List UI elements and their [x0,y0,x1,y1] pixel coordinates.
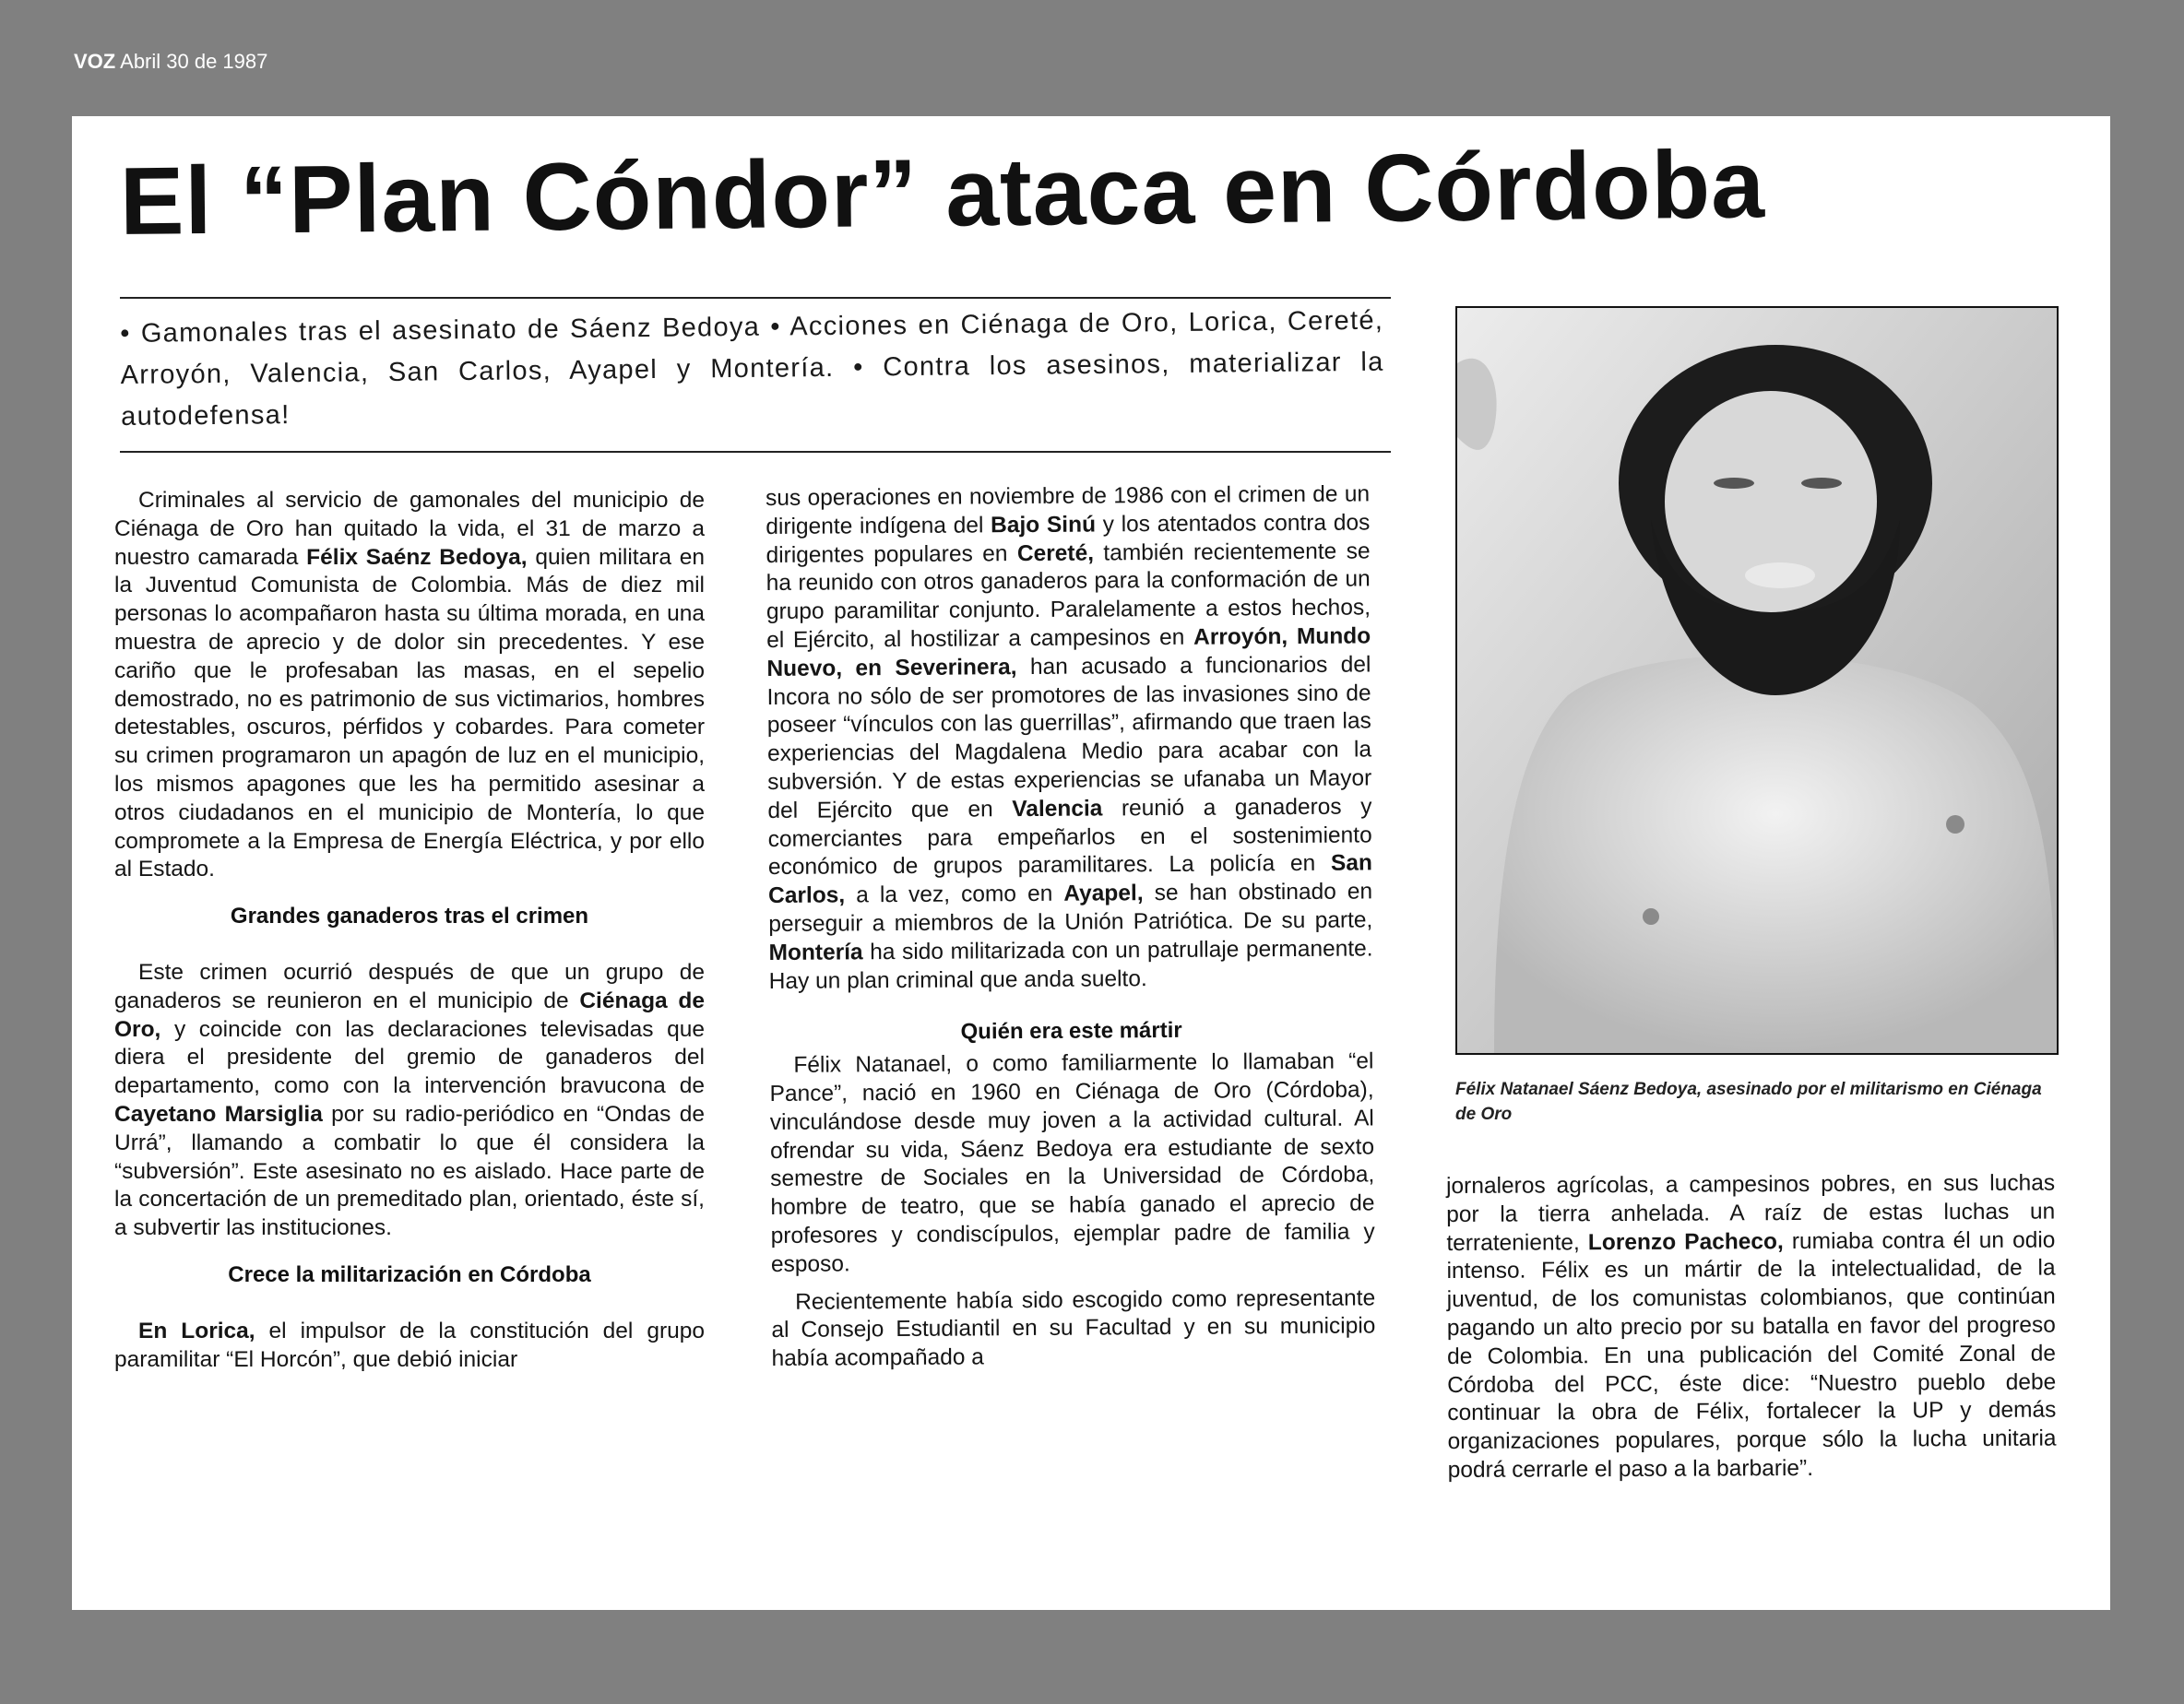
column-2 [766,480,1376,1373]
portrait-illustration [1457,308,2057,1053]
summary-deck: • Gamonales tras el asesinato de Sáenz Bedoya • Acciones en Ciénaga de Oro, Lorica, Cereté, Arroyón, Valencia, San Carlos, Ayapel y Montería. • Contra los asesinos, materializar la autodefensa! [120,305,1384,432]
subheading: Grandes ganaderos tras el crimen [230,904,589,929]
paragraph: jornaleros agrícolas, a campesinos pobres, en sus luchas por la tierra anhelada. A raíz de estas luchas un terrateniente, Lorenzo Pacheco, rumiaba contra él un odio intenso. Félix es un mártir de la intelectualidad, de la juventud, de los comunistas colombianos, que continúan pagando un alto precio por su batalla en favor del progreso de Colombia. En una publicación del Comité Zonal de Córdoba del PCC, éste dice: “Nuestro pueblo debe continuar la obra de Félix, fortalecer la UP y demás organizaciones populares, porque sólo la lucha unitaria podrá cerrarle el paso a la barbarie”. [1446,1170,2057,1483]
paragraph: En Lorica, el impulsor de la constitución del grupo paramilitar “El Horcón”, que debió iniciar [114,1318,705,1372]
paragraph: Recientemente había sido escogido como representante al Consejo Estudiantil en su Facultad y en su municipio había acompañado a [771,1284,1376,1372]
bottom-rule [120,451,1391,453]
top-rule [120,297,1391,299]
newspaper-clipping [72,116,2110,1610]
paragraph: Félix Natanael, o como familiarmente lo llamaban “el Pance”, nació en 1960 en Ciénaga de Oro (Córdoba), vinculándose desde muy joven a la actividad cultural. Al ofrendar su vida, Sáenz Bedoya era estudiante de sexto semestre de Sociales en la Universidad de Córdoba, hombre de teatro, que se había ganado el aprecio de profesores y condiscípulos, ejemplar padre de familia y esposo. [769,1048,1375,1277]
subheading: Crece la militarización en Córdoba [228,1261,591,1287]
subheading: Quién era este mártir [960,1018,1182,1045]
photo-caption: Félix Natanael Sáenz Bedoya, asesinado por el militarismo en Ciénaga de Oro [1455,1080,2042,1124]
portrait-photo [1455,306,2059,1055]
paragraph: sus operaciones en noviembre de 1986 con el crimen de un dirigente indígena del Bajo Sinú y los atentados contra dos dirigentes populares en Cereté, también recientemente se ha reunido con otros ganaderos para la conformación de un grupo paramilitar conjunto. Paralelamente a estos hechos, el Ejército, al hostilizar a campesinos en Arroyón, Mundo Nuevo, en Severinera, han acusado a funcionarios del Incora no sólo de ser promotores de las invasiones sino de poseer “vínculos con las guerrillas”, afirmando que traen las experiencias del Magdalena Medio para acabar con la subversión. Y de estas experiencias se ufanaba un Mayor del Ejército que en Valencia reunió a ganaderos y comerciantes para empeñarlos en el sostenimiento económico de grupos paramilitares. La policía en San Carlos, a la vez, como en Ayapel, se han obstinado en perseguir a miembros de la Unión Patriótica. De su parte, Montería ha sido militarizada con un patrullaje permanente. Hay un plan criminal que anda suelto. [766,481,1373,994]
caption-date: Abril 30 de 1987 [120,50,268,73]
caption-brand: VOZ [74,50,116,73]
page-caption [74,50,267,74]
headline: El “Plan Cóndor” ataca en Córdoba [119,131,1766,255]
column-1 [114,487,705,1374]
paragraph: Criminales al servicio de gamonales del municipio de Ciénaga de Oro han quitado la vida, el 31 de marzo a nuestro camarada Félix Saénz Bedoya, quien militara en la Juventud Comunista de Colombia. Más de diez mil personas lo acompañaron hasta su última morada, en una muestra de aprecio y de dolor sin precedentes. Y ese cariño que le profesaban las masas, en el sepelio demostrado, no es patrimonio de sus victimarios, hombres detestables, oscuros, pérfidos y cobardes. Para cometer su crimen programaron un apagón de luz en el municipio, los mismos apagones que les ha permitido asesinar a otros ciudadanos en el municipio de Montería, lo que compromete a la Empresa de Energía Eléctrica, y por ello al Estado. [114,488,706,882]
paragraph: Este crimen ocurrió después de que un grupo de ganaderos se reunieron en el municipio de Ciénaga de Oro, y coincide con las declaraciones televisadas que diera el presidente del gremio de ganaderos del departamento, como con la intervención bravucona de Cayetano Marsiglia por su radio-periódico en “Ondas de Urrá”, llamando a combatir lo que él considera la “subversión”. Este asesinato no es aislado. Hace parte de la concertación de un premeditado plan, orientado, éste sí, a subvertir las instituciones. [114,959,705,1241]
column-3 [1446,1170,2057,1485]
